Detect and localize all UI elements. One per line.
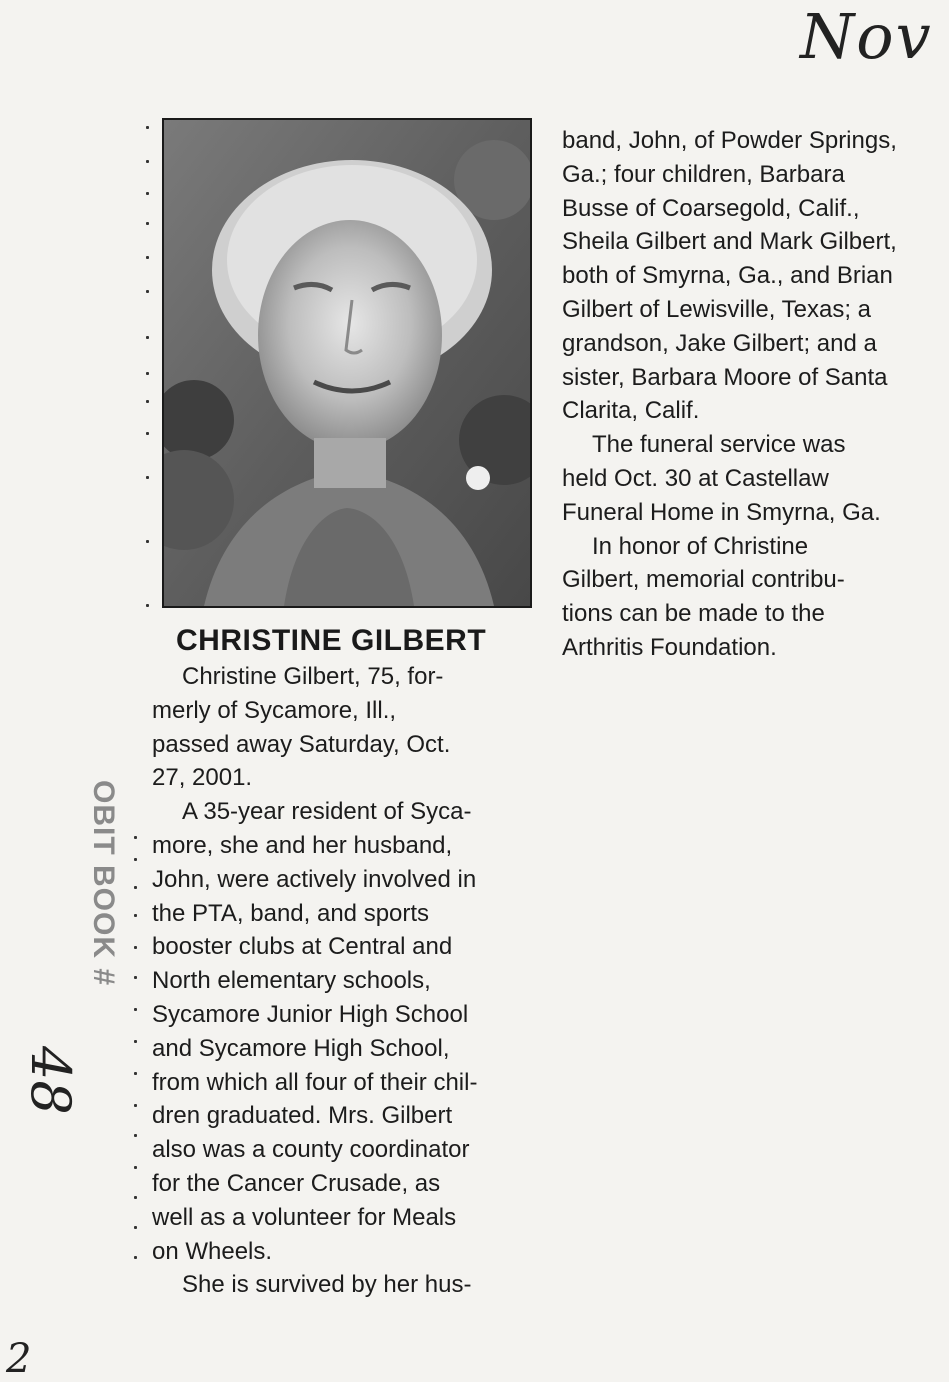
text-line: both of Smyrna, Ga., and Brian xyxy=(562,262,893,290)
text-line: Busse of Coarsegold, Calif., xyxy=(562,194,860,222)
text-line: Gilbert, memorial contribu- xyxy=(562,566,845,594)
handwritten-book-number: 48 xyxy=(19,1046,82,1115)
portrait-photo xyxy=(162,118,532,608)
text-line: for the Cancer Crusade, as xyxy=(152,1169,441,1197)
text-line: passed away Saturday, Oct. xyxy=(152,730,451,758)
article-left-column xyxy=(152,660,522,1302)
text-line: Christine Gilbert, 75, for- xyxy=(182,663,444,690)
text-line: also was a county coordinator xyxy=(152,1136,470,1164)
text-line: Ga.; four children, Barbara xyxy=(562,160,845,188)
stamp-label: OBIT BOOK # xyxy=(87,780,120,987)
text-line: Gilbert of Lewisville, Texas; a xyxy=(562,295,872,323)
text-line: Sycamore Junior High School xyxy=(152,1000,469,1028)
text-line: booster clubs at Central and xyxy=(152,933,453,961)
text-line: North elementary schools, xyxy=(152,967,431,995)
clipping-edge-marks-upper xyxy=(146,126,149,606)
text-line: on Wheels. xyxy=(152,1237,273,1265)
text-line: Arthritis Foundation. xyxy=(562,633,777,661)
obituary-heading: CHRISTINE GILBERT xyxy=(176,624,487,657)
portrait-photo-icon xyxy=(164,120,530,606)
text-line: held Oct. 30 at Castellaw xyxy=(562,464,829,492)
text-line: A 35-year resident of Syca- xyxy=(182,798,472,826)
clipping-edge-marks-lower xyxy=(134,836,137,1276)
text-line: well as a volunteer for Meals xyxy=(152,1203,457,1231)
text-line: grandson, Jake Gilbert; and a xyxy=(562,329,877,357)
text-line: the PTA, band, and sports xyxy=(152,899,430,927)
handwritten-page-mark: 2 xyxy=(6,1336,32,1382)
text-line: Funeral Home in Smyrna, Ga. xyxy=(562,498,881,526)
text-line: Clarita, Calif. xyxy=(562,397,700,425)
text-line: sister, Barbara Moore of Santa xyxy=(562,363,888,391)
handwritten-month-note: Nov xyxy=(800,0,933,73)
text-line: The funeral service was xyxy=(592,431,846,459)
obit-book-stamp xyxy=(62,780,122,1020)
text-line: John, were actively involved in xyxy=(152,865,477,893)
text-line: band, John, of Powder Springs, xyxy=(562,127,897,154)
text-line: from which all four of their chil- xyxy=(152,1068,478,1096)
text-line: tions can be made to the xyxy=(562,600,825,628)
text-line: 27, 2001. xyxy=(152,764,253,792)
text-line: Sheila Gilbert and Mark Gilbert, xyxy=(562,228,897,256)
article-right-column xyxy=(562,124,944,665)
text-line: more, she and her husband, xyxy=(152,831,453,859)
text-line: merly of Sycamore, Ill., xyxy=(152,696,397,724)
text-line: She is survived by her hus- xyxy=(182,1271,472,1299)
text-line: dren graduated. Mrs. Gilbert xyxy=(152,1102,453,1130)
text-line: and Sycamore High School, xyxy=(152,1034,450,1062)
text-line: In honor of Christine xyxy=(592,532,809,560)
